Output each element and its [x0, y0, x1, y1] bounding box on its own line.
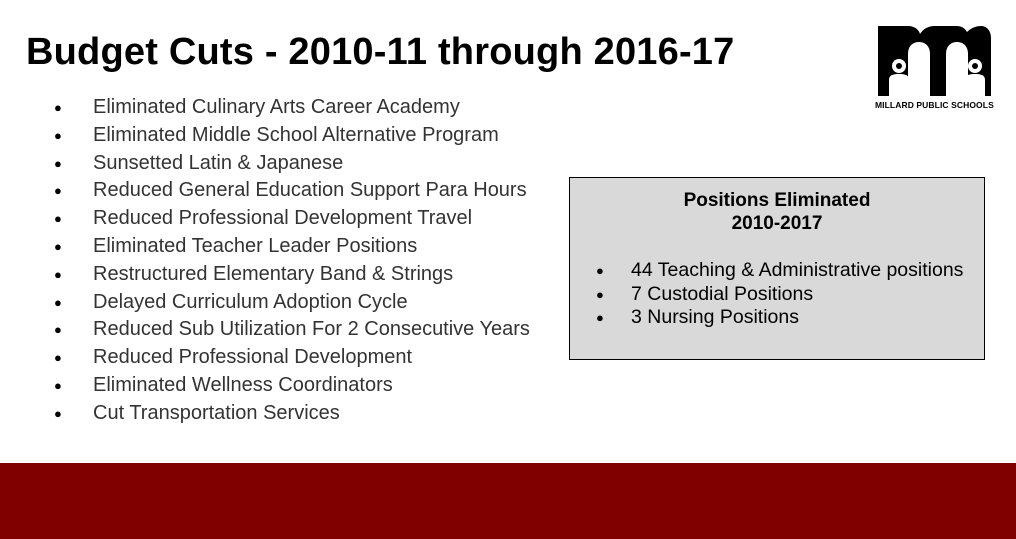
list-item	[52, 94, 530, 122]
bullet-icon: ●	[596, 286, 604, 302]
bullet-icon: ●	[54, 127, 62, 143]
list-item-text: 3 Nursing Positions	[631, 306, 799, 328]
list-item-text: Reduced General Education Support Para Hours	[93, 179, 527, 202]
list-item-text: Sunsetted Latin & Japanese	[93, 151, 344, 174]
list-item-text: Delayed Curriculum Adoption Cycle	[93, 290, 408, 313]
millard-logo-icon	[875, 24, 993, 98]
list-item	[594, 306, 963, 330]
list-item	[52, 372, 530, 400]
slide-title: Budget Cuts - 2010-11 through 2016-17	[26, 31, 735, 73]
list-item	[52, 122, 530, 150]
list-item	[52, 150, 530, 178]
positions-eliminated-box	[569, 177, 985, 360]
list-item	[52, 233, 530, 261]
box-title: Positions Eliminated	[683, 190, 871, 211]
bullet-icon: ●	[54, 294, 62, 310]
footer-bar	[0, 463, 1016, 539]
list-item-text: Reduced Sub Utilization For 2 Consecutive Years	[93, 318, 530, 341]
list-item	[52, 289, 530, 317]
list-item-text: Restructured Elementary Band & Strings	[93, 262, 454, 285]
list-item	[52, 205, 530, 233]
bullet-icon: ●	[54, 377, 62, 393]
positions-list	[594, 259, 963, 330]
list-item-text: Reduced Professional Development Travel	[93, 207, 473, 230]
bullet-icon: ●	[54, 211, 62, 227]
bullet-icon: ●	[54, 100, 62, 115]
list-item	[52, 344, 530, 372]
list-item-text: Reduced Professional Development	[93, 346, 413, 369]
list-item-text: Eliminated Wellness Coordinators	[93, 373, 393, 396]
list-item-text: Eliminated Middle School Alternative Program	[93, 123, 499, 146]
bullet-icon: ●	[54, 322, 62, 338]
bullet-icon: ●	[54, 350, 62, 366]
list-item	[52, 316, 530, 344]
list-item	[52, 400, 530, 428]
list-item-text: 44 Teaching & Administrative positions	[631, 259, 964, 281]
bullet-icon: ●	[54, 405, 62, 421]
bullet-icon: ●	[596, 263, 604, 278]
list-item	[594, 259, 963, 283]
box-subtitle: 2010-2017	[731, 213, 823, 234]
millard-logo	[875, 24, 993, 114]
budget-cuts-list	[52, 94, 530, 428]
list-item	[594, 283, 963, 307]
bullet-icon: ●	[54, 155, 62, 171]
list-item-text: Eliminated Culinary Arts Career Academy	[93, 96, 460, 118]
list-item	[52, 261, 530, 289]
bullet-icon: ●	[54, 266, 62, 282]
bullet-icon: ●	[54, 238, 62, 254]
list-item-text: 7 Custodial Positions	[631, 282, 814, 305]
bullet-icon: ●	[54, 183, 62, 199]
logo-text: MILLARD PUBLIC SCHOOLS	[875, 100, 994, 110]
list-item	[52, 177, 530, 205]
list-item-text: Eliminated Teacher Leader Positions	[93, 234, 418, 257]
bullet-icon: ●	[596, 310, 604, 325]
list-item-text: Cut Transportation Services	[93, 401, 340, 424]
